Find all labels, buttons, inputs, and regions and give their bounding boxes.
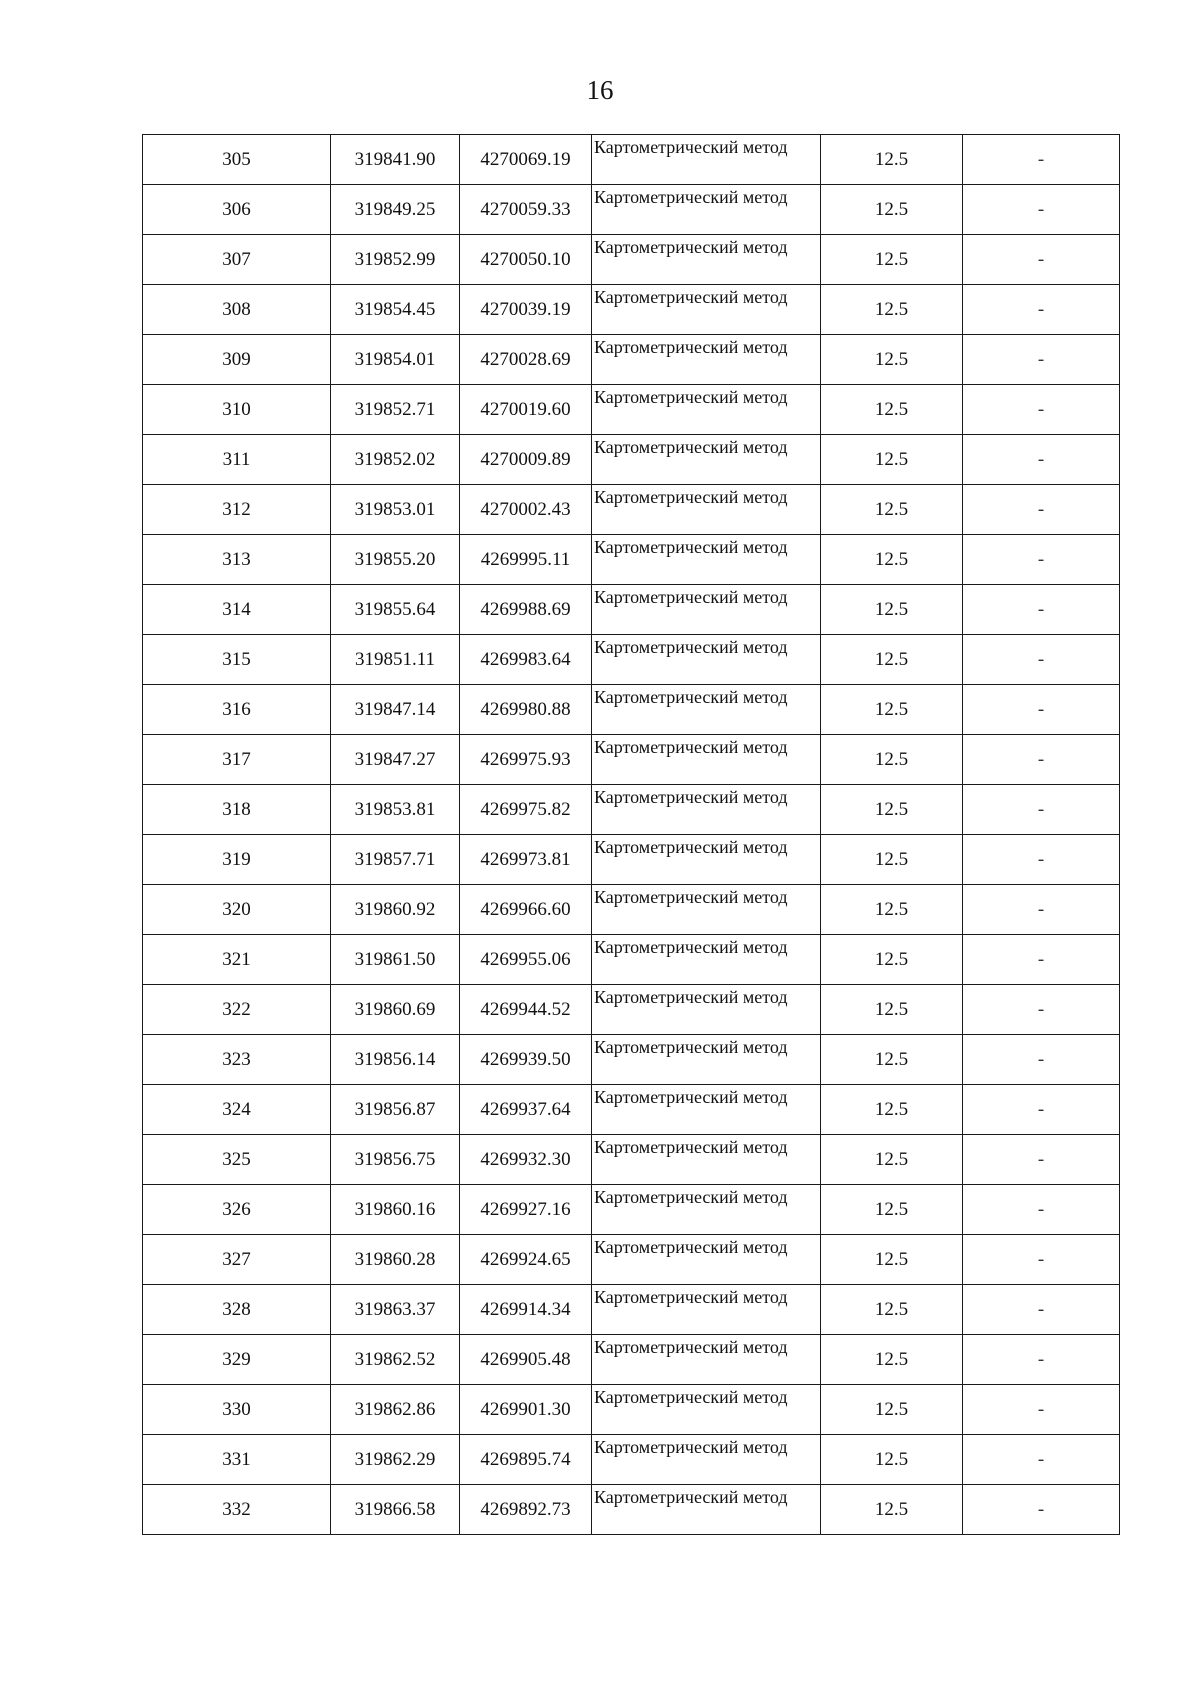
note-cell: - (963, 1285, 1120, 1335)
x-coordinate-cell: 319853.01 (331, 485, 460, 535)
point-number-cell: 331 (143, 1435, 331, 1485)
accuracy-cell: 12.5 (821, 1135, 963, 1185)
x-coordinate-cell: 319849.25 (331, 185, 460, 235)
table-row (143, 1085, 1120, 1135)
y-coordinate-cell: 4269988.69 (460, 585, 592, 635)
method-cell: Картометрический метод (592, 1085, 821, 1135)
note-cell: - (963, 1085, 1120, 1135)
y-coordinate-cell: 4269995.11 (460, 535, 592, 585)
accuracy-cell: 12.5 (821, 935, 963, 985)
y-coordinate-cell: 4269892.73 (460, 1485, 592, 1535)
note-cell: - (963, 1435, 1120, 1485)
note-cell: - (963, 885, 1120, 935)
note-cell: - (963, 285, 1120, 335)
table-row (143, 1435, 1120, 1485)
method-cell: Картометрический метод (592, 835, 821, 885)
method-cell: Картометрический метод (592, 885, 821, 935)
accuracy-cell: 12.5 (821, 485, 963, 535)
note-cell: - (963, 635, 1120, 685)
coordinates-table-body (143, 135, 1120, 1535)
point-number-cell: 320 (143, 885, 331, 935)
table-row (143, 1335, 1120, 1385)
accuracy-cell: 12.5 (821, 585, 963, 635)
accuracy-cell: 12.5 (821, 1235, 963, 1285)
point-number-cell: 330 (143, 1385, 331, 1435)
table-row (143, 1035, 1120, 1085)
accuracy-cell: 12.5 (821, 835, 963, 885)
y-coordinate-cell: 4269932.30 (460, 1135, 592, 1185)
note-cell: - (963, 835, 1120, 885)
x-coordinate-cell: 319866.58 (331, 1485, 460, 1535)
y-coordinate-cell: 4269975.82 (460, 785, 592, 835)
y-coordinate-cell: 4269901.30 (460, 1385, 592, 1435)
x-coordinate-cell: 319862.86 (331, 1385, 460, 1435)
method-cell: Картометрический метод (592, 935, 821, 985)
point-number-cell: 313 (143, 535, 331, 585)
y-coordinate-cell: 4269966.60 (460, 885, 592, 935)
table-row (143, 935, 1120, 985)
method-cell: Картометрический метод (592, 485, 821, 535)
table-row (143, 1135, 1120, 1185)
note-cell: - (963, 485, 1120, 535)
note-cell: - (963, 1335, 1120, 1385)
x-coordinate-cell: 319855.64 (331, 585, 460, 635)
method-cell: Картометрический метод (592, 1335, 821, 1385)
x-coordinate-cell: 319862.29 (331, 1435, 460, 1485)
note-cell: - (963, 1185, 1120, 1235)
accuracy-cell: 12.5 (821, 535, 963, 585)
note-cell: - (963, 435, 1120, 485)
table-row (143, 835, 1120, 885)
note-cell: - (963, 135, 1120, 185)
x-coordinate-cell: 319852.02 (331, 435, 460, 485)
table-row (143, 885, 1120, 935)
point-number-cell: 332 (143, 1485, 331, 1535)
method-cell: Картометрический метод (592, 385, 821, 435)
x-coordinate-cell: 319851.11 (331, 635, 460, 685)
x-coordinate-cell: 319860.92 (331, 885, 460, 935)
table-row (143, 985, 1120, 1035)
table-row (143, 185, 1120, 235)
note-cell: - (963, 1485, 1120, 1535)
point-number-cell: 327 (143, 1235, 331, 1285)
accuracy-cell: 12.5 (821, 735, 963, 785)
y-coordinate-cell: 4269914.34 (460, 1285, 592, 1335)
x-coordinate-cell: 319854.45 (331, 285, 460, 335)
accuracy-cell: 12.5 (821, 285, 963, 335)
method-cell: Картометрический метод (592, 1035, 821, 1085)
table-row (143, 735, 1120, 785)
table-row (143, 235, 1120, 285)
point-number-cell: 315 (143, 635, 331, 685)
note-cell: - (963, 335, 1120, 385)
accuracy-cell: 12.5 (821, 1435, 963, 1485)
y-coordinate-cell: 4269980.88 (460, 685, 592, 735)
point-number-cell: 319 (143, 835, 331, 885)
note-cell: - (963, 585, 1120, 635)
y-coordinate-cell: 4269937.64 (460, 1085, 592, 1135)
point-number-cell: 314 (143, 585, 331, 635)
x-coordinate-cell: 319847.27 (331, 735, 460, 785)
method-cell: Картометрический метод (592, 1385, 821, 1435)
point-number-cell: 316 (143, 685, 331, 735)
accuracy-cell: 12.5 (821, 435, 963, 485)
note-cell: - (963, 185, 1120, 235)
x-coordinate-cell: 319856.14 (331, 1035, 460, 1085)
method-cell: Картометрический метод (592, 135, 821, 185)
accuracy-cell: 12.5 (821, 135, 963, 185)
point-number-cell: 307 (143, 235, 331, 285)
method-cell: Картометрический метод (592, 535, 821, 585)
point-number-cell: 312 (143, 485, 331, 535)
accuracy-cell: 12.5 (821, 1385, 963, 1435)
table-row (143, 1235, 1120, 1285)
note-cell: - (963, 535, 1120, 585)
point-number-cell: 310 (143, 385, 331, 435)
x-coordinate-cell: 319862.52 (331, 1335, 460, 1385)
method-cell: Картометрический метод (592, 335, 821, 385)
method-cell: Картометрический метод (592, 1185, 821, 1235)
note-cell: - (963, 1035, 1120, 1085)
y-coordinate-cell: 4269939.50 (460, 1035, 592, 1085)
y-coordinate-cell: 4269895.74 (460, 1435, 592, 1485)
method-cell: Картометрический метод (592, 1235, 821, 1285)
accuracy-cell: 12.5 (821, 635, 963, 685)
y-coordinate-cell: 4270039.19 (460, 285, 592, 335)
method-cell: Картометрический метод (592, 735, 821, 785)
y-coordinate-cell: 4269905.48 (460, 1335, 592, 1385)
accuracy-cell: 12.5 (821, 1085, 963, 1135)
note-cell: - (963, 235, 1120, 285)
note-cell: - (963, 785, 1120, 835)
method-cell: Картометрический метод (592, 585, 821, 635)
x-coordinate-cell: 319860.16 (331, 1185, 460, 1235)
accuracy-cell: 12.5 (821, 885, 963, 935)
x-coordinate-cell: 319853.81 (331, 785, 460, 835)
accuracy-cell: 12.5 (821, 1335, 963, 1385)
note-cell: - (963, 385, 1120, 435)
note-cell: - (963, 985, 1120, 1035)
y-coordinate-cell: 4270050.10 (460, 235, 592, 285)
table-row (143, 685, 1120, 735)
method-cell: Картометрический метод (592, 435, 821, 485)
x-coordinate-cell: 319852.71 (331, 385, 460, 435)
note-cell: - (963, 1135, 1120, 1185)
method-cell: Картометрический метод (592, 185, 821, 235)
x-coordinate-cell: 319855.20 (331, 535, 460, 585)
accuracy-cell: 12.5 (821, 985, 963, 1035)
x-coordinate-cell: 319847.14 (331, 685, 460, 735)
y-coordinate-cell: 4270069.19 (460, 135, 592, 185)
point-number-cell: 323 (143, 1035, 331, 1085)
x-coordinate-cell: 319856.75 (331, 1135, 460, 1185)
y-coordinate-cell: 4269955.06 (460, 935, 592, 985)
method-cell: Картометрический метод (592, 1485, 821, 1535)
point-number-cell: 309 (143, 335, 331, 385)
table-row (143, 135, 1120, 185)
table-row (143, 385, 1120, 435)
y-coordinate-cell: 4270028.69 (460, 335, 592, 385)
accuracy-cell: 12.5 (821, 1485, 963, 1535)
x-coordinate-cell: 319854.01 (331, 335, 460, 385)
point-number-cell: 318 (143, 785, 331, 835)
x-coordinate-cell: 319861.50 (331, 935, 460, 985)
method-cell: Картометрический метод (592, 635, 821, 685)
note-cell: - (963, 1385, 1120, 1435)
point-number-cell: 306 (143, 185, 331, 235)
y-coordinate-cell: 4269983.64 (460, 635, 592, 685)
table-row (143, 285, 1120, 335)
point-number-cell: 325 (143, 1135, 331, 1185)
y-coordinate-cell: 4269924.65 (460, 1235, 592, 1285)
table-row (143, 1385, 1120, 1435)
x-coordinate-cell: 319852.99 (331, 235, 460, 285)
note-cell: - (963, 685, 1120, 735)
accuracy-cell: 12.5 (821, 235, 963, 285)
y-coordinate-cell: 4269973.81 (460, 835, 592, 885)
y-coordinate-cell: 4269975.93 (460, 735, 592, 785)
table-row (143, 535, 1120, 585)
y-coordinate-cell: 4270059.33 (460, 185, 592, 235)
accuracy-cell: 12.5 (821, 385, 963, 435)
x-coordinate-cell: 319856.87 (331, 1085, 460, 1135)
x-coordinate-cell: 319860.69 (331, 985, 460, 1035)
method-cell: Картометрический метод (592, 1435, 821, 1485)
accuracy-cell: 12.5 (821, 1035, 963, 1085)
accuracy-cell: 12.5 (821, 185, 963, 235)
table-row (143, 785, 1120, 835)
y-coordinate-cell: 4269944.52 (460, 985, 592, 1035)
page-number: 16 (586, 75, 614, 105)
x-coordinate-cell: 319863.37 (331, 1285, 460, 1335)
note-cell: - (963, 735, 1120, 785)
coordinates-table (142, 134, 1120, 1535)
accuracy-cell: 12.5 (821, 335, 963, 385)
method-cell: Картометрический метод (592, 785, 821, 835)
table-row (143, 1185, 1120, 1235)
table-row (143, 1485, 1120, 1535)
point-number-cell: 329 (143, 1335, 331, 1385)
x-coordinate-cell: 319860.28 (331, 1235, 460, 1285)
method-cell: Картометрический метод (592, 985, 821, 1035)
point-number-cell: 321 (143, 935, 331, 985)
x-coordinate-cell: 319841.90 (331, 135, 460, 185)
table-row (143, 1285, 1120, 1335)
y-coordinate-cell: 4269927.16 (460, 1185, 592, 1235)
x-coordinate-cell: 319857.71 (331, 835, 460, 885)
point-number-cell: 324 (143, 1085, 331, 1135)
y-coordinate-cell: 4270002.43 (460, 485, 592, 535)
point-number-cell: 308 (143, 285, 331, 335)
method-cell: Картометрический метод (592, 235, 821, 285)
accuracy-cell: 12.5 (821, 785, 963, 835)
table-row (143, 585, 1120, 635)
method-cell: Картометрический метод (592, 685, 821, 735)
accuracy-cell: 12.5 (821, 1185, 963, 1235)
table-row (143, 485, 1120, 535)
y-coordinate-cell: 4270019.60 (460, 385, 592, 435)
method-cell: Картометрический метод (592, 285, 821, 335)
y-coordinate-cell: 4270009.89 (460, 435, 592, 485)
method-cell: Картометрический метод (592, 1285, 821, 1335)
point-number-cell: 317 (143, 735, 331, 785)
note-cell: - (963, 935, 1120, 985)
point-number-cell: 311 (143, 435, 331, 485)
point-number-cell: 322 (143, 985, 331, 1035)
table-row (143, 635, 1120, 685)
table-row (143, 435, 1120, 485)
table-row (143, 335, 1120, 385)
method-cell: Картометрический метод (592, 1135, 821, 1185)
point-number-cell: 328 (143, 1285, 331, 1335)
point-number-cell: 305 (143, 135, 331, 185)
accuracy-cell: 12.5 (821, 685, 963, 735)
point-number-cell: 326 (143, 1185, 331, 1235)
note-cell: - (963, 1235, 1120, 1285)
accuracy-cell: 12.5 (821, 1285, 963, 1335)
